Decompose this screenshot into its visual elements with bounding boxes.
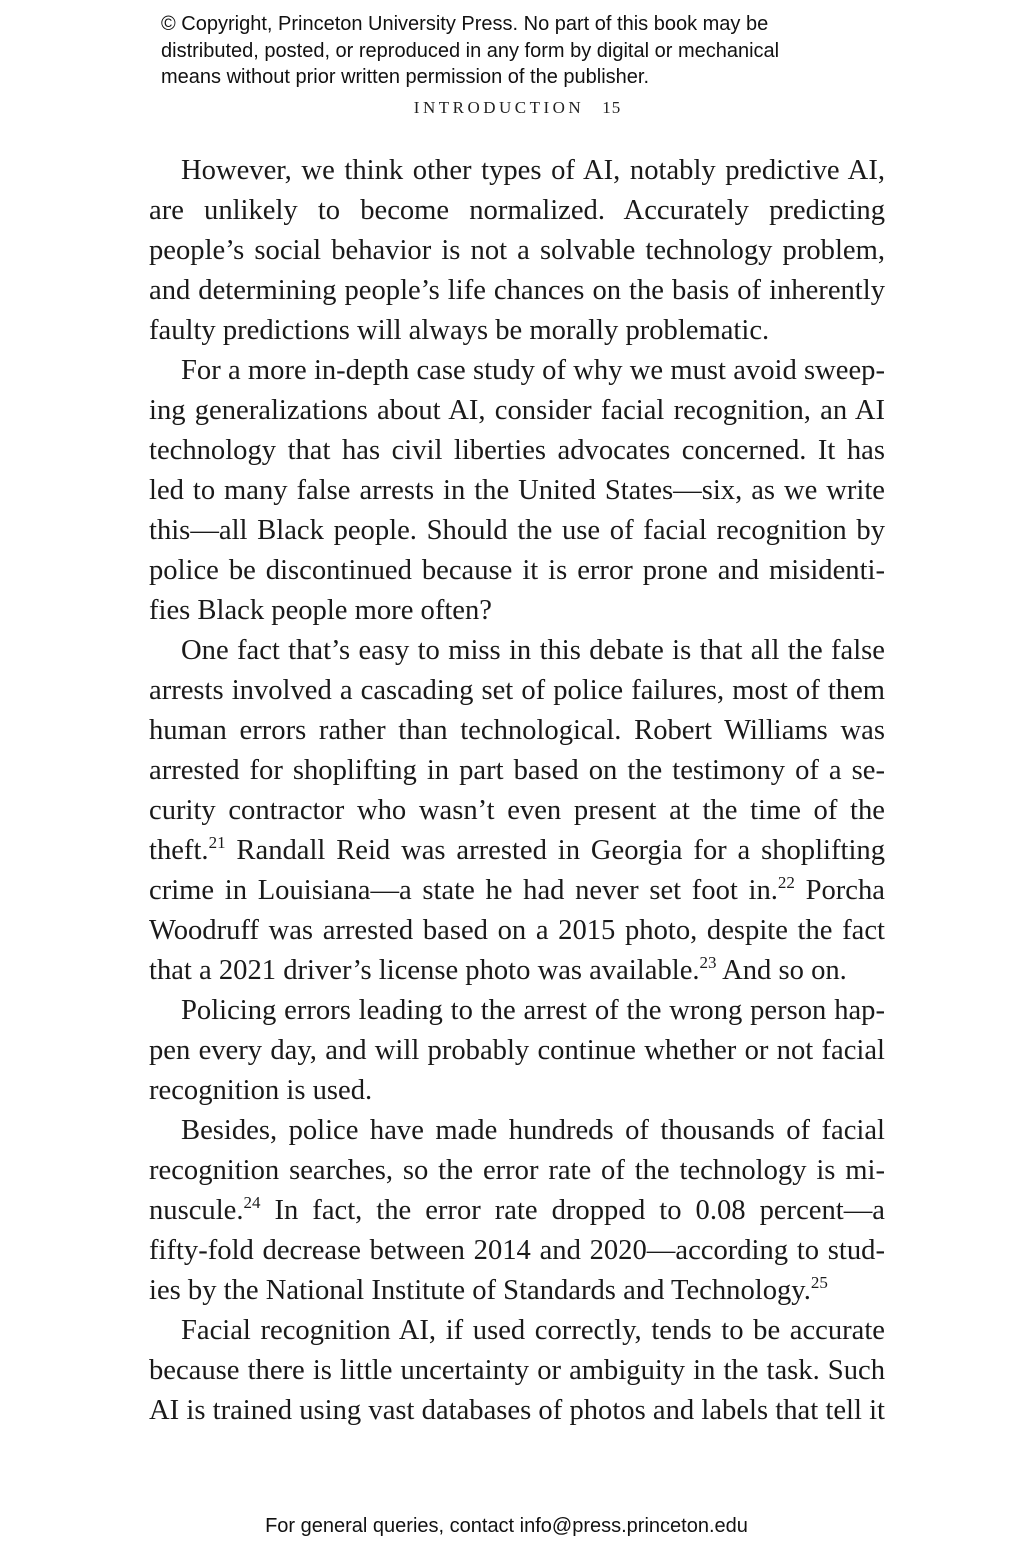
text-line: curity contractor who wasn’t even present at the time of the — [149, 795, 885, 826]
copyright-line: © Copyright, Princeton University Press. No part of this book may be — [161, 13, 769, 35]
text-line: arrests involved a cascading set of police failures, most of them — [149, 675, 885, 706]
text-line: police be discontinued because it is error prone and misidenti- — [149, 555, 885, 586]
footer-contact: For general queries, contact info@press.princeton.edu — [265, 1515, 748, 1537]
text-line: Besides, police have made hundreds of thousands of facial — [181, 1115, 885, 1146]
text-line: that a 2021 driver’s license photo was available.$^{23}$ And so on. — [149, 953, 847, 986]
running-head — [0, 98, 1013, 118]
copyright-notice — [161, 11, 921, 91]
text-line: faulty predictions will always be morally problematic. — [149, 315, 770, 346]
text-line: crime in Louisiana—a state he had never set foot in.$^{22}$ Porcha — [149, 873, 885, 906]
text-line: Facial recognition AI, if used correctly, tends to be accurate — [181, 1315, 885, 1346]
text-line: are unlikely to become normalized. Accurately predicting — [149, 195, 885, 226]
text-line: ies by the National Institute of Standards and Technology.$^{25}$ — [149, 1273, 828, 1306]
section-title: INTRODUCTION — [413, 98, 585, 117]
text-line: technology that has civil liberties advocates concerned. It has — [149, 435, 885, 466]
text-line: pen every day, and will probably continue whether or not facial — [149, 1035, 885, 1066]
text-line: fies Black people more often? — [149, 595, 492, 626]
text-line: For a more in-depth case study of why we must avoid sweep- — [181, 355, 885, 386]
text-line: One fact that’s easy to miss in this debate is that all the false — [181, 635, 885, 666]
page-number: 15 — [602, 98, 622, 117]
text-line: ing generalizations about AI, consider facial recognition, an AI — [149, 395, 885, 426]
text-line: nuscule.$^{24}$ In fact, the error rate dropped to 0.08 percent—a — [149, 1193, 885, 1226]
text-line: because there is little uncertainty or ambiguity in the task. Such — [149, 1355, 885, 1386]
footnote-ref: 21 — [208, 833, 226, 852]
text-line: However, we think other types of AI, notably predictive AI, — [181, 155, 885, 186]
text-line: Policing errors leading to the arrest of the wrong person hap- — [181, 995, 885, 1026]
copyright-line: distributed, posted, or reproduced in any form by digital or mechanical — [161, 39, 780, 62]
text-line: this—all Black people. Should the use of facial recognition by — [149, 515, 885, 546]
text-line: recognition searches, so the error rate of the technology is mi- — [149, 1155, 885, 1186]
text-line: theft.$^{21}$ Randall Reid was arrested in Georgia for a shoplifting — [149, 833, 885, 866]
text-line: people’s social behavior is not a solvable technology problem, — [149, 235, 885, 266]
footnote-ref: 24 — [243, 1193, 261, 1212]
body-text — [149, 151, 885, 1431]
text-line: AI is trained using vast databases of photos and labels that tell it — [149, 1395, 885, 1426]
copyright-line: means without prior written permission of the publisher. — [161, 66, 650, 88]
footnote-ref: 22 — [777, 873, 795, 892]
text-line: Woodruff was arrested based on a 2015 photo, despite the fact — [149, 915, 885, 946]
text-line: and determining people’s life chances on the basis of inherently — [149, 275, 885, 306]
text-line: human errors rather than technological. Robert Williams was — [149, 715, 885, 746]
footnote-ref: 25 — [810, 1273, 828, 1292]
text-line: led to many false arrests in the United States—six, as we write — [149, 475, 885, 506]
text-line: recognition is used. — [149, 1075, 373, 1106]
footnote-ref: 23 — [699, 953, 717, 972]
text-line: fifty-fold decrease between 2014 and 2020—according to stud- — [149, 1235, 885, 1266]
text-line: arrested for shoplifting in part based on the testimony of a se- — [149, 755, 885, 786]
